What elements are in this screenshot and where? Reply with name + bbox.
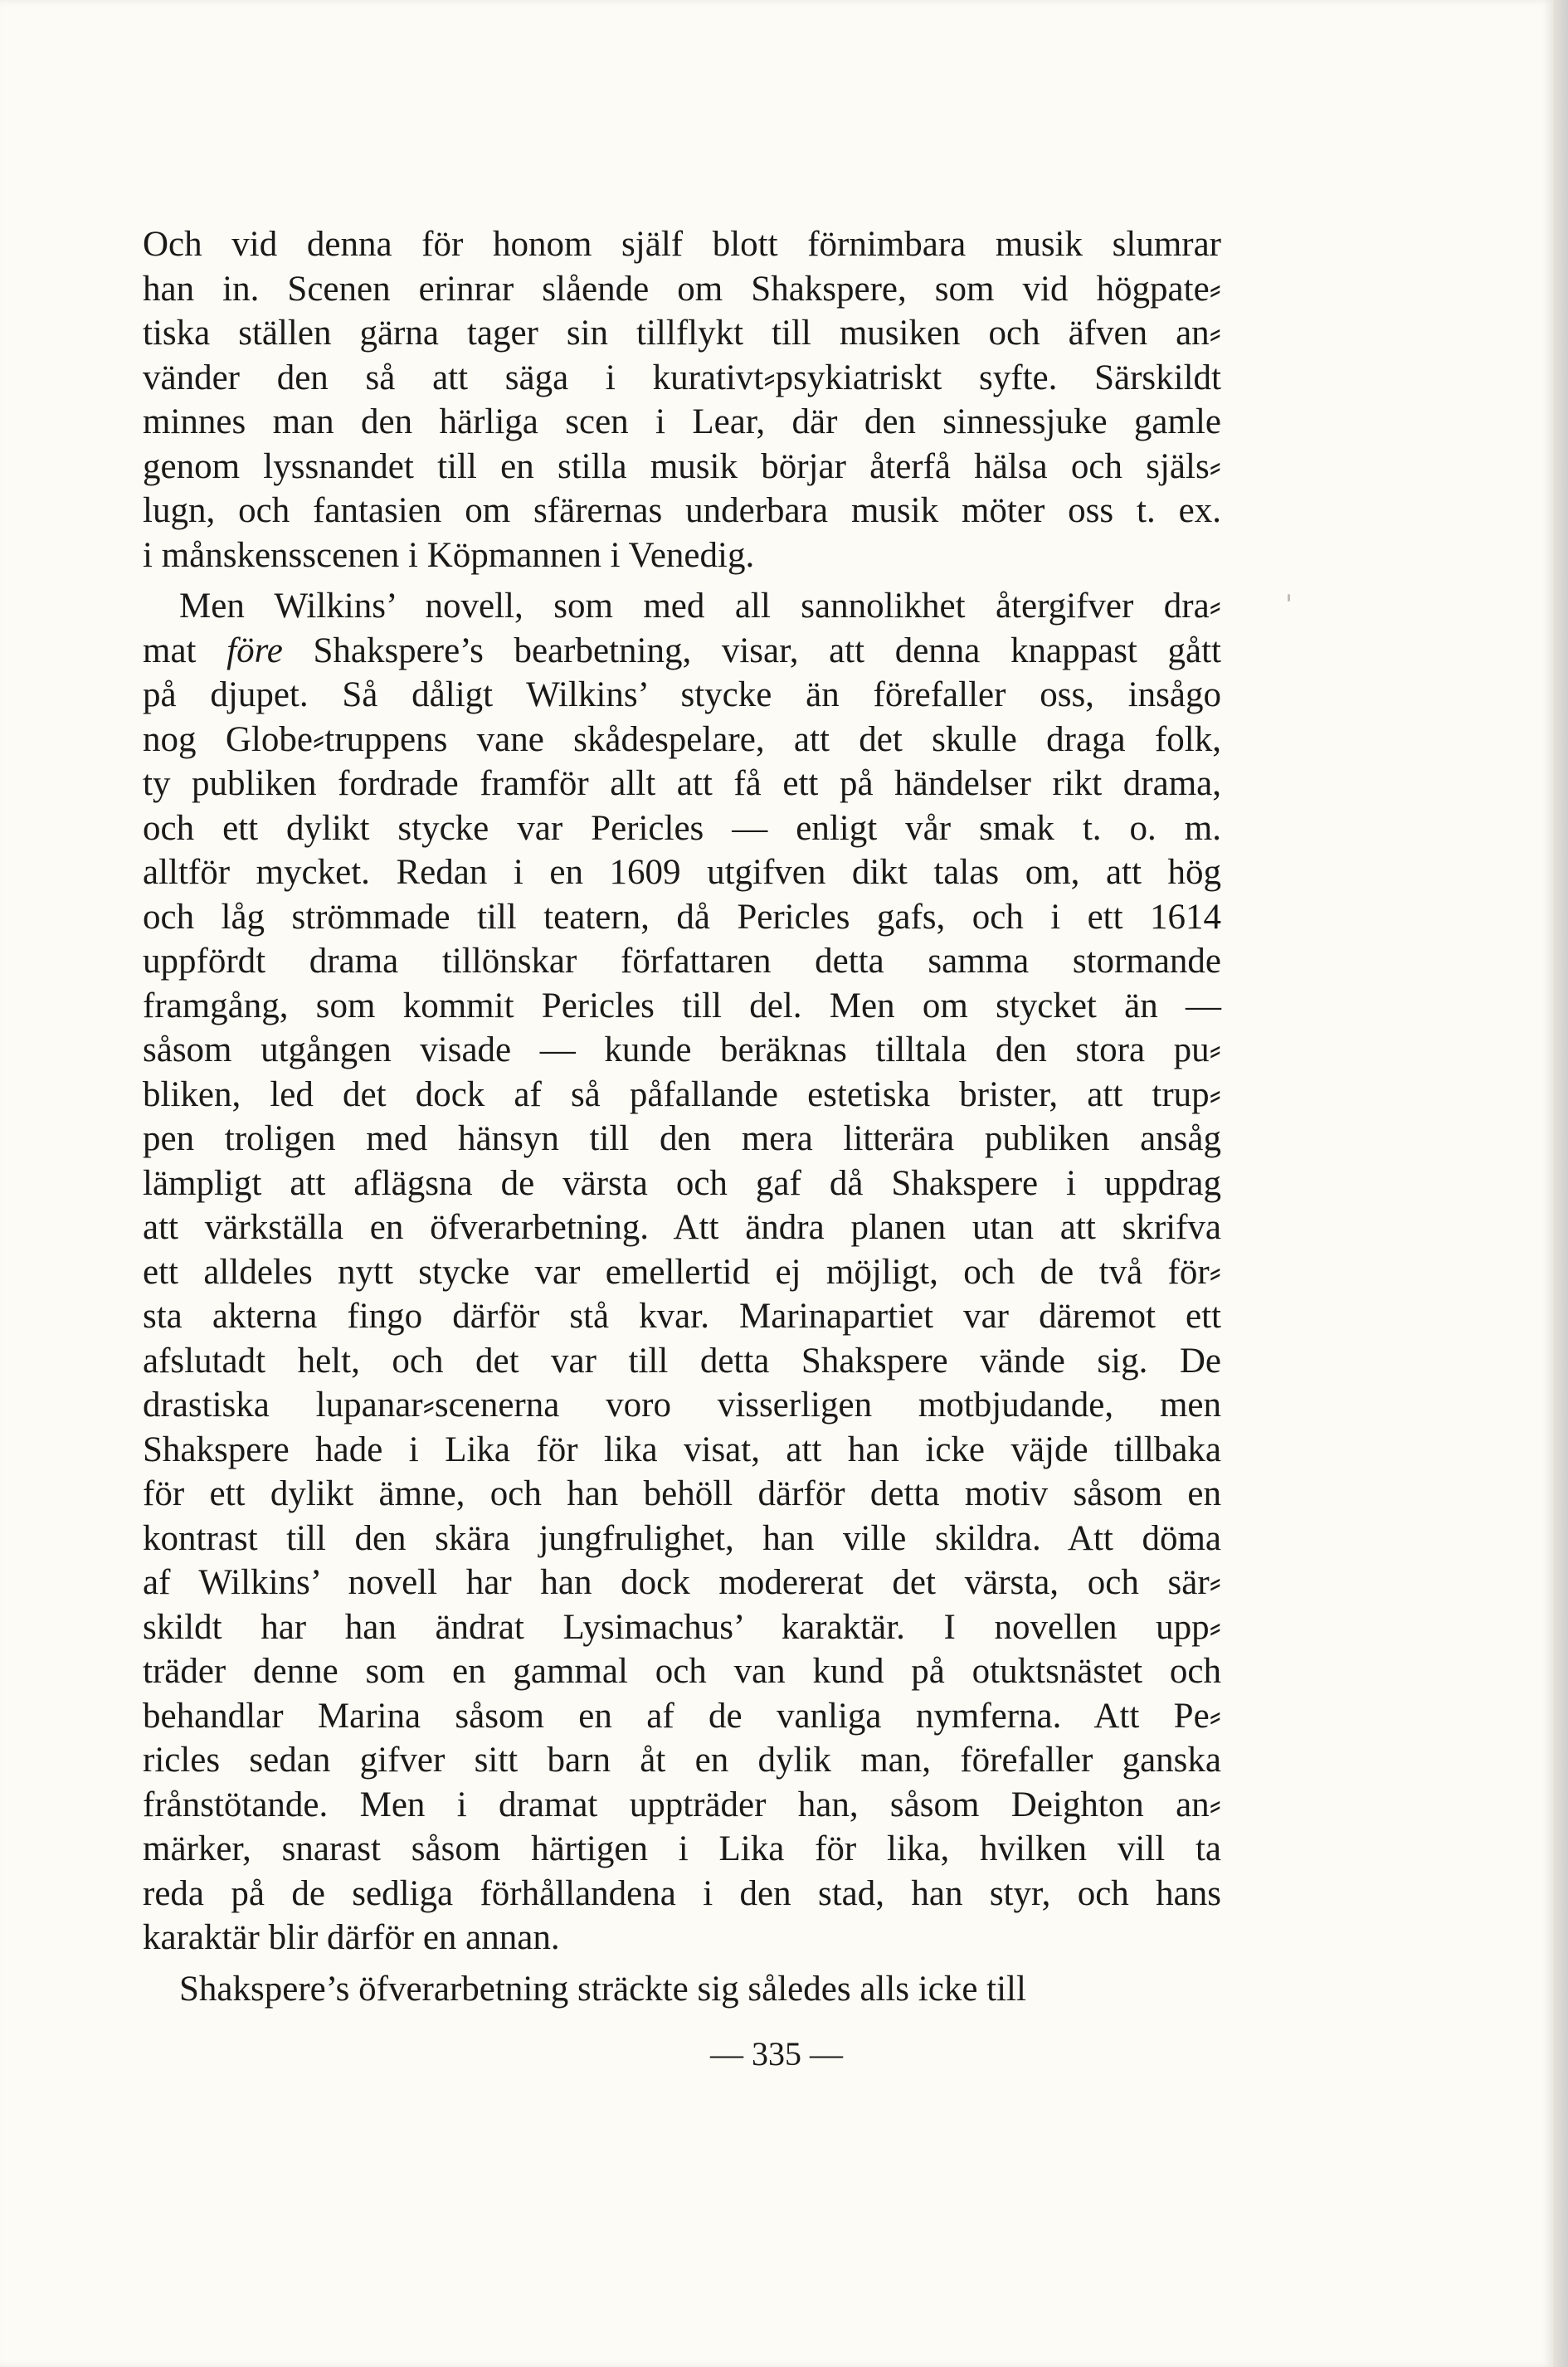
- text-line: genom lyssnandet till en stilla musik börjar återfå hälsa och själs⸗: [143, 446, 1221, 486]
- text-line: alltför mycket. Redan i en 1609 utgifven dikt talas om, att hög: [143, 853, 1221, 892]
- text-line: framgång, som kommit Pericles till del. Men om stycket än —: [143, 986, 1221, 1025]
- text-line: sta akterna fingo därför stå kvar. Marinapartiet var däremot ett: [143, 1297, 1221, 1336]
- text-line: träder denne som en gammal och van kund på otuktsnästet och: [143, 1652, 1221, 1691]
- text-line: minnes man den härliga scen i Lear, där den sinnessjuke gamle: [143, 402, 1221, 441]
- page-number: — 335 —: [710, 2035, 843, 2072]
- text-line: och låg strömmade till teatern, då Pericles gafs, och i ett 1614: [143, 897, 1221, 937]
- text-line: Shakspere’s öfverarbetning sträckte sig således alls icke till: [179, 1969, 1026, 2009]
- text-line: karaktär blir därför en annan.: [143, 1918, 560, 1957]
- text-line: Och vid denna för honom själf blott förnimbara musik slumrar: [143, 225, 1221, 264]
- text-line: märker, snarast såsom härtigen i Lika för lika, hvilken vill ta: [143, 1829, 1221, 1868]
- text-line: af Wilkins’ novell har han dock modererat det värsta, och sär⸗: [143, 1563, 1221, 1602]
- paper-speck: [1288, 594, 1290, 601]
- text-line: för ett dylikt ämne, och han behöll därför detta motiv såsom en: [143, 1474, 1221, 1513]
- text-line: skildt har han ändrat Lysimachus’ karaktär. I novellen upp⸗: [143, 1607, 1221, 1647]
- page-edge: [1553, 0, 1568, 2367]
- text-line: afslutadt helt, och det var till detta Shakspere vände sig. De: [143, 1341, 1221, 1381]
- paragraph: [143, 222, 1221, 577]
- text-line: såsom utgången visade — kunde beräknas tilltala den stora pu⸗: [143, 1030, 1221, 1069]
- text-line: drastiska lupanar⸗scenerna voro visserligen motbjudande, men: [143, 1386, 1221, 1425]
- text-line: pen troligen med hänsyn till den mera litterära publiken ansåg: [143, 1119, 1221, 1158]
- text-line: ty publiken fordrade framför allt att få ett på händelser rikt drama,: [143, 764, 1221, 803]
- text-line: lugn, och fantasien om sfärernas underbara musik möter oss t. ex.: [143, 491, 1221, 530]
- text-line: behandlar Marina såsom en af de vanliga nymferna. Att Pe⸗: [143, 1696, 1221, 1736]
- text-line: tiska ställen gärna tager sin tillflykt till musiken och äfven an⸗: [143, 314, 1221, 353]
- text-line: ett alldeles nytt stycke var emellertid ej möjligt, och de två för⸗: [143, 1252, 1221, 1292]
- text-line: vänder den så att säga i kurativt⸗psykiatriskt syfte. Särskildt: [143, 358, 1221, 397]
- text-line: reda på de sedliga förhållandena i den stad, han styr, och hans: [143, 1873, 1221, 1913]
- text-line: Shakspere hade i Lika för lika visat, att han icke väjde tillbaka: [143, 1429, 1221, 1469]
- text-line: lämpligt att aflägsna de värsta och gaf då Shakspere i uppdrag: [143, 1163, 1221, 1203]
- text-line: uppfördt drama tillönskar författaren detta samma stormande: [143, 942, 1221, 981]
- text-line: bliken, led det dock af så påfallande estetiska brister, att trup⸗: [143, 1074, 1221, 1114]
- paragraph: [143, 1967, 1221, 2012]
- text-line: han in. Scenen erinrar slående om Shakspere, som vid högpate⸗: [143, 269, 1221, 309]
- text-line: kontrast till den skära jungfrulighet, han ville skildra. Att döma: [143, 1518, 1221, 1558]
- text-line: ricles sedan gifver sitt barn åt en dylik man, förefaller ganska: [143, 1741, 1221, 1780]
- text-line: nog Globe⸗truppens vane skådespelare, att det skulle draga folk,: [143, 719, 1221, 759]
- text-line: och ett dylikt stycke var Pericles — enligt vår smak t. o. m.: [143, 808, 1221, 848]
- text-line: Men Wilkins’ novell, som med all sannolikhet återgifver dra⸗: [179, 587, 1221, 626]
- text-line: frånstötande. Men i dramat uppträder han, såsom Deighton an⸗: [143, 1785, 1221, 1824]
- paragraph: [143, 584, 1221, 1960]
- text-line: på djupet. Så dåligt Wilkins’ stycke än förefaller oss, insågo: [143, 675, 1221, 714]
- text-line: mat före Shakspere’s bearbetning, visar, att denna knappast gått: [143, 631, 1221, 670]
- body-text: [143, 222, 1221, 2011]
- text-line: att värkställa en öfverarbetning. Att ändra planen utan att skrifva: [143, 1208, 1221, 1247]
- text-line: i månskensscenen i Köpmannen i Venedig.: [143, 535, 755, 575]
